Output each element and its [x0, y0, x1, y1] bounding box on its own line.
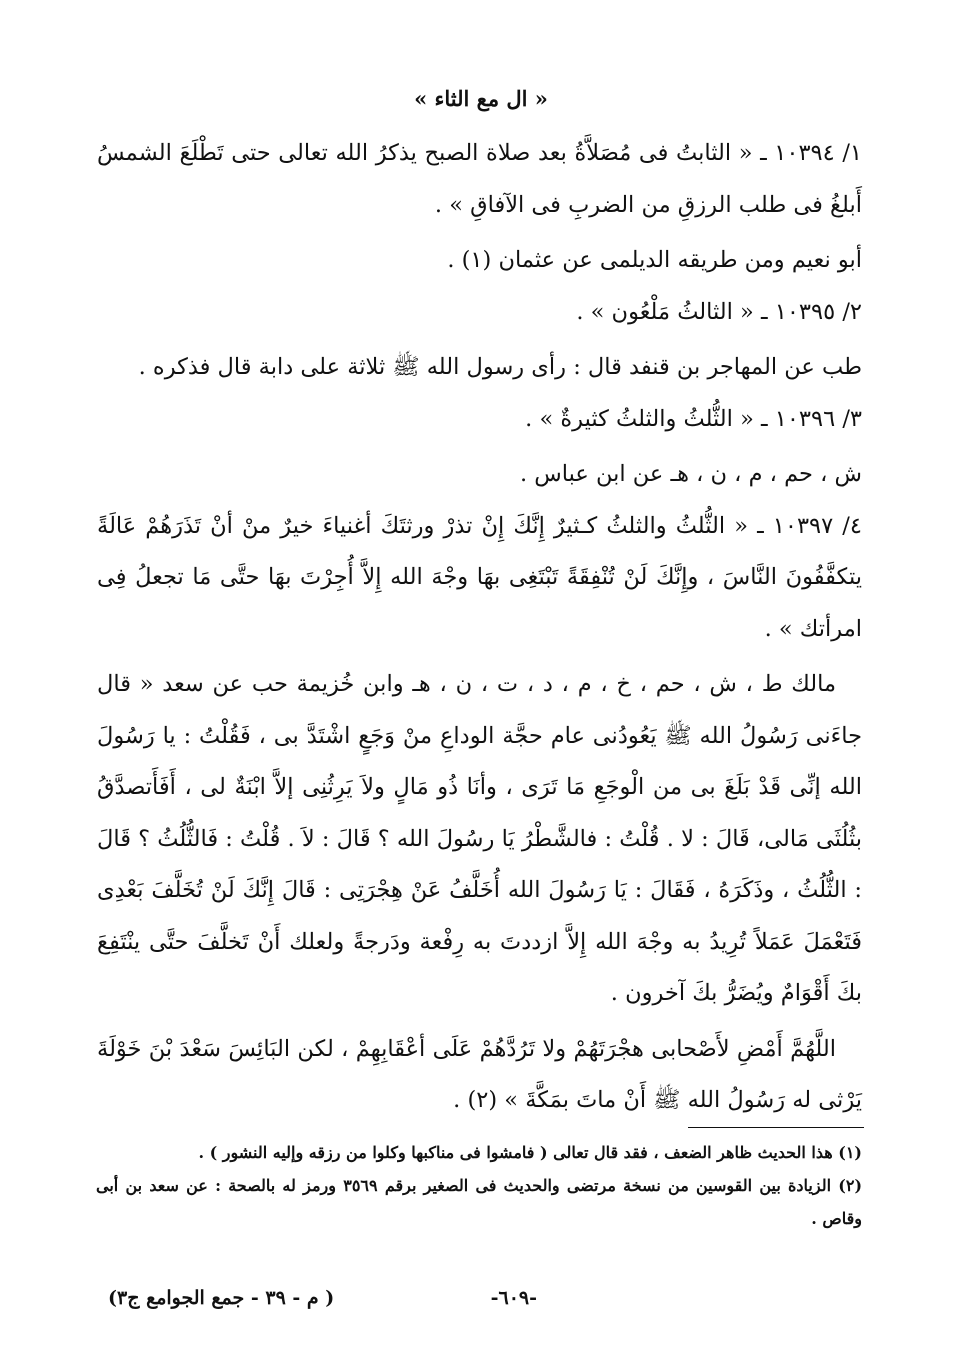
- page-number: -٦٠٩-: [490, 1287, 537, 1309]
- hadith-source-10397: مالك ط ، ش ، حم ، خ ، م ، د ، ت ، ن ، هـ وابن خُزيمة حب عن سعد « قال جاءَنى رَسُولُ الله ﷺ يَعُودُنى عام حجَّة الوداعِ منْ وَجَعٍ اشْتَدَّ بى ، فَقُلْتُ : يا رَسُولَ الله إنِّى قَدْ بَلَغَ بى من الْوجَعِ مَا تَرَى ، وأنَا ذُو مَالٍ ولاَ يَرِثُنِى إلاَّ ابْنَةٌ لى ، أَفَأَتصدَّقُ بثُلُثَى مَالى، قَالَ : لا . قُلْتُ : فالشَّطْرُ يَا رسُولَ الله ؟ قَالَ : لاَ . قُلْتُ : فَالثُّلُثُ ؟ قَالَ : الثُّلُثُ ، وذَكَرَهُ ، فَقَالَ : يَا رَسُولَ الله أُخَلَّفُ عَنْ هِجْرَتِى : قَالَ إِنَّكَ لَنْ تُخَلَّفَ بَعْدِى فَتَعْمَلَ عَمَلاً تُرِيدُ به وجْهَ الله إِلاَّ ازددتَ به رِفْعة ودَرجةً ولعلك أَنْ تَخلَّفَ حتَّى ينْتَفِعَ بكَ أَقْوَامٌ ويُضَرُّ بكَ آخرون .: [97, 671, 862, 1006]
- hadith-source-10396: ش ، حم ، م ، ن ، هـ عن ابن عباس .: [519, 461, 862, 487]
- hadith-source-10395: طب عن المهاجر بن قنفد قال : رأى رسول الله ﷺ ثلاثة على دابة قال فذكره .: [138, 354, 862, 380]
- hadith-entry-10397: ٤/ ١٠٣٩٧ ـ « الثُّلثُ والثلثُ كـثيرٌ إِنَّكَ إِنْ تذرْ ورثتَكَ أغنياءَ خيرٌ منْ أنْ تَذَرَهُمْ عَالَةً يتكفَّفُونَ النَّاسَ ، وإِنَّكَ لَنْ تُنْفِقَةً تَبْتَغِى بهَا وجْهَ الله إِلاَّ أُجِرْتَ بهَا حتَّى مَا تجعلُ فِى امرأتك » .: [97, 512, 862, 642]
- footnote-2: (٢) الزيادة بين القوسين من نسخة مرتضى والحديث فى الصغير برقم ٣٥٦٩ ورمز له بالصحة : عن سعد بن أبى وقاص .: [96, 1176, 863, 1228]
- book-signature: ( م - ٣٩ - جمع الجوامع ج٣): [108, 1287, 335, 1309]
- hadith-source-10394: أبو نعيم ومن طريقه الديلمى عن عثمان (١) .: [447, 247, 862, 273]
- page-header-title: « ال مع الثاء »: [414, 86, 548, 111]
- page-body: [97, 128, 862, 1127]
- footnote-1: (١) هذا الحديث ظاهر الضعف ، فقد قال تعالى ( فامشوا فى مناكبها وكلوا من رزقه وإليه النشور ) .: [198, 1143, 862, 1162]
- page-footer: [96, 1287, 862, 1317]
- footnote-divider: [688, 1127, 864, 1128]
- footnotes: [96, 1136, 862, 1235]
- hadith-continuation-10397: اللَّهُمَّ أَمْضِ لأَصْحابى هجْرَتَهُمْ ولا تَرُدَّهُمْ عَلَى أعْقَابِهِمْ ، لكن البَائِسَ سَعْدَ بْنَ خَوْلَةَ يَرْثى له رَسُولُ الله ﷺ أَنْ ماتَ بمَكَّةَ » (٢) .: [97, 1035, 862, 1113]
- hadith-entry-10395: ٢/ ١٠٣٩٥ ـ « الثالثُ مَلْعُون » .: [576, 298, 862, 325]
- hadith-entry-10394: ١/ ١٠٣٩٤ ـ « الثابتُ فى مُصَلاَّةُ بعد صلاة الصبح يذكرُ الله تعالى حتى تَطْلَعَ الشمسُ أَبلغُ فى طلب الرزقِ من الضربِ فى الآفاقِ » .: [97, 140, 862, 218]
- hadith-entry-10396: ٣/ ١٠٣٩٦ ـ « الثُّلثُ والثلثُ كثيرةٌ » .: [525, 405, 862, 432]
